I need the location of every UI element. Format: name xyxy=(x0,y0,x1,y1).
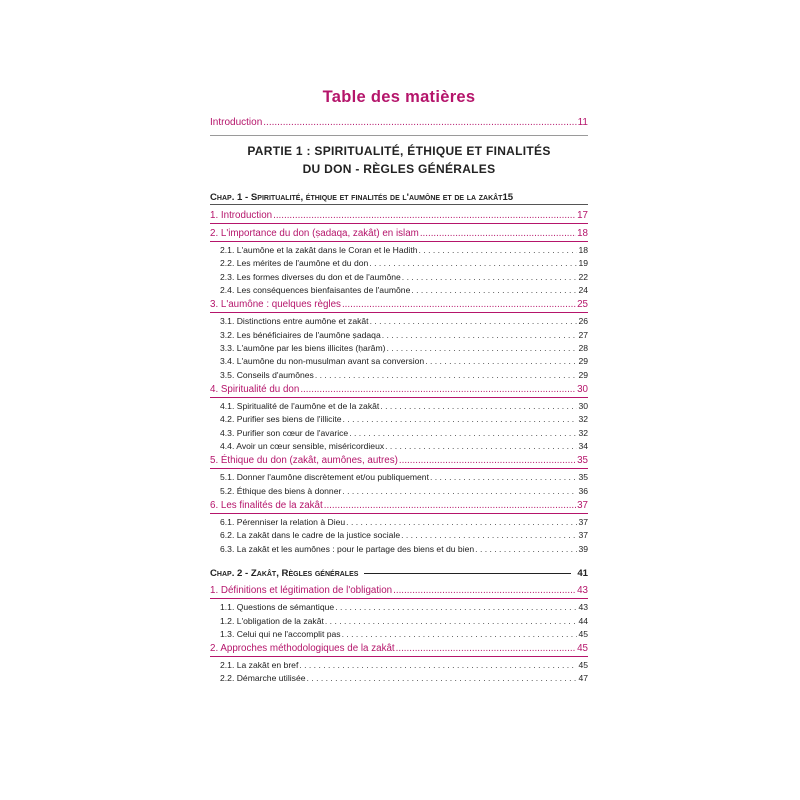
dot-leader xyxy=(299,660,577,670)
dot-leader xyxy=(411,285,577,295)
chapter-2-sections xyxy=(210,583,588,683)
chapter-label: Chap. 1 - Spiritualité, éthique et finalités de l'aumône et de la zakât xyxy=(210,191,503,203)
toc-subsection-entry[interactable] xyxy=(210,612,588,625)
underline-leader xyxy=(364,572,571,574)
entry-page: 11 xyxy=(577,116,588,128)
entry-page: 29 xyxy=(578,369,588,380)
toc-section-entry[interactable] xyxy=(210,382,588,398)
dot-leader xyxy=(342,629,578,639)
entry-page: 43 xyxy=(578,602,588,613)
entry-label: 3.4. L'aumône du non-musulman avant sa conversion xyxy=(220,356,425,367)
entry-page: 18 xyxy=(577,228,588,240)
dot-leader xyxy=(419,245,578,255)
chapter-1-sections xyxy=(210,208,588,554)
dot-leader xyxy=(349,428,577,438)
toc-subsection-entry[interactable] xyxy=(210,438,588,451)
dot-leader xyxy=(263,117,576,129)
entry-page: 27 xyxy=(578,329,588,340)
entry-page: 29 xyxy=(578,356,588,367)
entry-label: 3.3. L'aumône par les biens illicites (ḥarâm) xyxy=(220,342,386,353)
dot-leader xyxy=(315,370,578,380)
toc-subsection-entry[interactable] xyxy=(210,255,588,268)
entry-label: 2.1. La zakât en bref xyxy=(220,660,299,671)
entry-page: 34 xyxy=(578,441,588,452)
dot-leader xyxy=(307,673,578,683)
entry-page: 18 xyxy=(578,244,588,255)
dot-leader xyxy=(324,500,576,512)
dot-leader xyxy=(393,585,576,597)
entry-label: 2.4. Les conséquences bienfaisantes de l'aumône xyxy=(220,285,411,296)
entry-page: 45 xyxy=(578,660,588,671)
dot-leader xyxy=(430,472,577,482)
dot-leader xyxy=(335,602,577,612)
entry-label: 3.2. Les bénéficiaires de l'aumône ṣadaqa xyxy=(220,329,381,340)
toc-subsection-entry[interactable] xyxy=(210,411,588,424)
toc-subsection-entry[interactable] xyxy=(210,527,588,540)
entry-label: 3.5. Conseils d'aumônes xyxy=(220,369,314,380)
dot-leader xyxy=(425,356,577,366)
dot-leader xyxy=(386,343,577,353)
entry-page: 43 xyxy=(577,585,588,597)
entry-label: 4.2. Purifier ses biens de l'illicite xyxy=(220,414,342,425)
part-heading xyxy=(210,142,588,178)
entry-page: 45 xyxy=(577,643,588,655)
dot-leader xyxy=(273,210,576,222)
toc-subsection-entry[interactable] xyxy=(210,483,588,496)
dot-leader xyxy=(342,299,576,311)
entry-page: 45 xyxy=(578,628,588,639)
toc-subsection-entry[interactable] xyxy=(210,367,588,380)
entry-label: 1.1. Questions de sémantique xyxy=(220,602,335,613)
dot-leader xyxy=(370,316,578,326)
entry-page: 39 xyxy=(578,543,588,554)
toc-section-entry[interactable] xyxy=(210,641,588,657)
entry-label: 2.2. Démarche utilisée xyxy=(220,673,306,684)
dot-leader xyxy=(420,228,576,240)
entry-label: 2.2. Les mérites de l'aumône et du don xyxy=(220,258,369,269)
entry-page: 36 xyxy=(578,485,588,496)
entry-label: 6. Les finalités de la zakât xyxy=(210,499,323,511)
toc-subsection-entry[interactable] xyxy=(210,242,588,255)
entry-page: 44 xyxy=(578,615,588,626)
toc-subsection-entry[interactable] xyxy=(210,599,588,612)
toc-subsection-entry[interactable] xyxy=(210,425,588,438)
toc-subsection-entry[interactable] xyxy=(210,626,588,639)
entry-page: 22 xyxy=(578,271,588,282)
chapter-2-heading[interactable] xyxy=(210,568,588,581)
entry-page: 32 xyxy=(578,414,588,425)
chapter-page: 15 xyxy=(502,191,514,203)
entry-page: 35 xyxy=(578,472,588,483)
dot-leader xyxy=(342,486,577,496)
toc-section-entry[interactable] xyxy=(210,498,588,514)
entry-page: 37 xyxy=(578,530,588,541)
entry-page: 32 xyxy=(578,427,588,438)
dot-leader xyxy=(401,530,577,540)
dot-leader xyxy=(399,455,576,467)
dot-leader xyxy=(380,401,577,411)
entry-label: 5. Éthique du don (zakât, aumônes, autres) xyxy=(210,455,398,467)
entry-page: 37 xyxy=(578,516,588,527)
toc-subsection-entry[interactable] xyxy=(210,514,588,527)
dot-leader xyxy=(382,330,578,340)
toc-subsection-entry[interactable] xyxy=(210,469,588,482)
entry-label: 6.2. La zakât dans le cadre de la justice sociale xyxy=(220,530,401,541)
dot-leader xyxy=(300,384,576,396)
dot-leader xyxy=(402,272,578,282)
entry-page: 24 xyxy=(578,285,588,296)
toc-subsection-entry[interactable] xyxy=(210,353,588,366)
entry-label: 1.2. L'obligation de la zakât xyxy=(220,615,324,626)
entry-label: 2. L'importance du don (ṣadaqa, zakât) en islam xyxy=(210,228,419,240)
entry-page: 26 xyxy=(578,316,588,327)
entry-label: 3.1. Distinctions entre aumône et zakât xyxy=(220,316,369,327)
table-of-contents xyxy=(210,88,588,684)
entry-label: 2.1. L'aumône et la zakât dans le Coran et le Hadith xyxy=(220,244,418,255)
entry-page: 30 xyxy=(577,384,588,396)
entry-page: 19 xyxy=(578,258,588,269)
entry-label: 1. Définitions et légitimation de l'obligation xyxy=(210,585,393,597)
toc-subsection-entry[interactable] xyxy=(210,313,588,326)
chapter-page: 41 xyxy=(577,567,588,579)
toc-section-entry[interactable] xyxy=(210,453,588,469)
toc-subsection-entry[interactable] xyxy=(210,282,588,295)
entry-page: 47 xyxy=(578,673,588,684)
toc-section-entry[interactable] xyxy=(210,226,588,242)
part-heading-line1: PARTIE 1 : SPIRITUALITÉ, ÉTHIQUE ET FINALITÉS xyxy=(247,143,551,158)
toc-subsection-entry[interactable] xyxy=(210,670,588,683)
dot-leader xyxy=(346,517,577,527)
dot-leader xyxy=(396,643,576,655)
entry-label: 4.4. Avoir un cœur sensible, miséricordieux xyxy=(220,441,385,452)
entry-page: 28 xyxy=(578,342,588,353)
entry-label: 5.1. Donner l'aumône discrètement et/ou publiquement xyxy=(220,472,429,483)
entry-page: 17 xyxy=(577,210,588,222)
entry-label: 4.1. Spiritualité de l'aumône et de la zakât xyxy=(220,400,380,411)
toc-section-entry[interactable] xyxy=(210,583,588,599)
toc-subsection-entry[interactable] xyxy=(210,340,588,353)
entry-label: 1.3. Celui qui ne l'accomplit pas xyxy=(220,628,341,639)
toc-subsection-entry[interactable] xyxy=(210,269,588,282)
entry-label: 3. L'aumône : quelques règles xyxy=(210,299,341,311)
page-title: Table des matières xyxy=(322,88,476,106)
entry-label: 6.3. La zakât et les aumônes : pour le partage des biens et du bien xyxy=(220,543,475,554)
entry-label: 6.1. Pérenniser la relation à Dieu xyxy=(220,516,346,527)
dot-leader xyxy=(325,616,578,626)
toc-subsection-entry[interactable] xyxy=(210,540,588,553)
entry-label: 2.3. Les formes diverses du don et de l'aumône xyxy=(220,271,401,282)
toc-subsection-entry[interactable] xyxy=(210,657,588,670)
toc-section-entry[interactable] xyxy=(210,208,588,224)
part-heading-line2: DU DON - RÈGLES GÉNÉRALES xyxy=(302,161,496,176)
entry-label: 5.2. Éthique des biens à donner xyxy=(220,485,342,496)
entry-label: 4. Spiritualité du don xyxy=(210,384,300,396)
entry-label: 1. Introduction xyxy=(210,210,273,222)
entry-page: 25 xyxy=(577,299,588,311)
entry-page: 37 xyxy=(577,499,588,511)
entry-page: 35 xyxy=(577,455,588,467)
toc-subsection-entry[interactable] xyxy=(210,398,588,411)
toc-section-entry[interactable] xyxy=(210,297,588,313)
toc-entry-introduction[interactable] xyxy=(210,117,588,136)
dot-leader xyxy=(343,414,578,424)
dot-leader xyxy=(369,258,577,268)
dot-leader xyxy=(385,441,577,451)
entry-label: Introduction xyxy=(210,116,263,128)
entry-page: 30 xyxy=(578,400,588,411)
toc-subsection-entry[interactable] xyxy=(210,327,588,340)
chapter-label: Chap. 2 - Zakât, Règles générales xyxy=(210,567,359,579)
entry-label: 4.3. Purifier son cœur de l'avarice xyxy=(220,427,349,438)
entry-label: 2. Approches méthodologiques de la zakât xyxy=(210,643,395,655)
dot-leader xyxy=(475,544,577,554)
chapter-1-heading[interactable] xyxy=(210,192,588,206)
